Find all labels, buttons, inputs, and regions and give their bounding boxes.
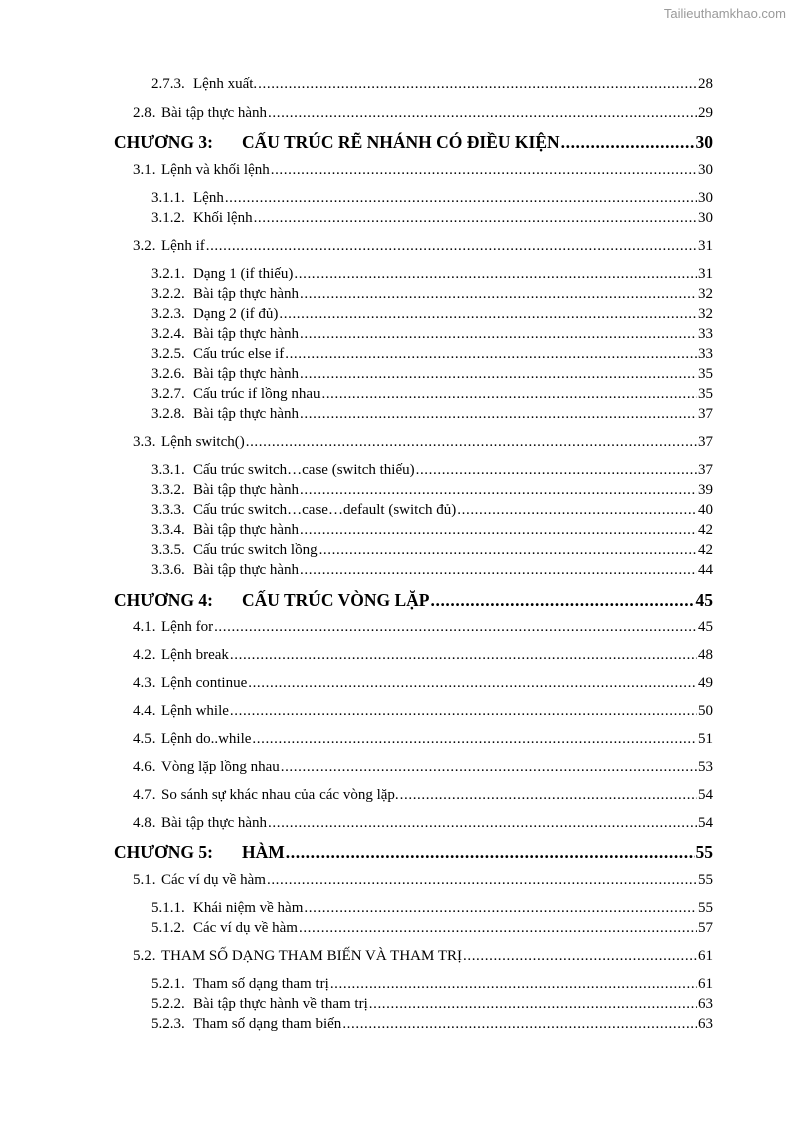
toc-entry-page: 31 xyxy=(698,266,713,282)
toc-leader-dots xyxy=(431,590,695,611)
toc-entry-number: 3.2. xyxy=(133,238,156,254)
toc-leader-dots xyxy=(294,266,697,283)
toc-entry-title: Cấu trúc else if xyxy=(193,346,285,362)
toc-leader-dots xyxy=(300,366,697,383)
toc-entry-number: 3.2.1. xyxy=(151,266,185,282)
toc-entry-title: Các ví dụ về hàm xyxy=(193,920,298,936)
toc-entry-number: 3.2.8. xyxy=(151,406,185,422)
toc-entry-title: Lệnh if xyxy=(161,238,205,254)
toc-entry-page: 40 xyxy=(698,502,713,518)
toc-entry[interactable] xyxy=(133,815,713,832)
toc-entry-number: 3.2.5. xyxy=(151,346,185,362)
toc-entry-page: 49 xyxy=(698,675,713,691)
toc-entry-title: Bài tập thực hành xyxy=(193,286,300,302)
toc-entry[interactable] xyxy=(133,238,713,255)
toc-entry[interactable] xyxy=(151,1016,713,1033)
toc-entry-page: 63 xyxy=(698,996,713,1012)
toc-entry[interactable] xyxy=(151,976,713,993)
toc-entry[interactable] xyxy=(151,286,713,303)
toc-entry-page: 63 xyxy=(698,1016,713,1032)
toc-entry-page: 39 xyxy=(698,482,713,498)
toc-leader-dots xyxy=(268,105,697,122)
toc-entry-title: CẤU TRÚC RẼ NHÁNH CÓ ĐIỀU KIỆN xyxy=(242,132,560,152)
toc-entry-title: Lệnh do..while xyxy=(161,731,252,747)
toc-entry-number: 3.2.4. xyxy=(151,326,185,342)
toc-leader-dots xyxy=(281,759,697,776)
toc-entry-title: Khối lệnh xyxy=(193,210,253,226)
toc-entry-number: 5.1.1. xyxy=(151,900,185,916)
toc-entry-number: 2.7.3. xyxy=(151,76,185,92)
toc-entry-page: 48 xyxy=(698,647,713,663)
toc-entry[interactable] xyxy=(151,900,713,917)
toc-entry[interactable] xyxy=(151,406,713,423)
toc-entry-title: Cấu trúc switch…case (switch thiếu) xyxy=(193,462,415,478)
toc-chapter[interactable] xyxy=(114,132,713,153)
toc-entry[interactable] xyxy=(133,872,713,889)
toc-entry[interactable] xyxy=(151,266,713,283)
toc-entry-number: 3.2.3. xyxy=(151,306,185,322)
toc-entry[interactable] xyxy=(133,434,713,451)
toc-entry-title: Bài tập thực hành xyxy=(161,105,268,121)
toc-entry-page: 35 xyxy=(698,366,713,382)
toc-chapter[interactable] xyxy=(114,842,713,863)
toc-entry-number: 4.7. xyxy=(133,787,156,803)
toc-entry-number: 4.1. xyxy=(133,619,156,635)
toc-leader-dots xyxy=(300,482,697,499)
toc-leader-dots xyxy=(300,286,697,303)
toc-chapter[interactable] xyxy=(114,590,713,611)
toc-entry-page: 30 xyxy=(698,190,713,206)
toc-entry-page: 29 xyxy=(698,105,713,121)
toc-entry[interactable] xyxy=(133,759,713,776)
toc-entry-number: 3.2.7. xyxy=(151,386,185,402)
toc-leader-dots xyxy=(279,306,697,323)
toc-entry-number: 3.3.4. xyxy=(151,522,185,538)
toc-entry-page: 42 xyxy=(698,522,713,538)
toc-entry[interactable] xyxy=(133,105,713,122)
toc-entry-page: 45 xyxy=(698,619,713,635)
toc-leader-dots xyxy=(248,675,697,692)
toc-entry-number: 5.2. xyxy=(133,948,156,964)
toc-entry[interactable] xyxy=(151,482,713,499)
toc-entry-number: 3.3.1. xyxy=(151,462,185,478)
toc-entry[interactable] xyxy=(151,306,713,323)
toc-entry-page: 44 xyxy=(698,562,713,578)
toc-leader-dots xyxy=(214,619,697,636)
toc-entry-title: Lệnh xyxy=(193,190,224,206)
toc-entry-title: Lệnh for xyxy=(161,619,214,635)
toc-entry-title: Bài tập thực hành xyxy=(193,522,300,538)
toc-entry-number: 3.3. xyxy=(133,434,156,450)
toc-entry-title: Dạng 1 (if thiếu) xyxy=(193,266,294,282)
toc-entry[interactable] xyxy=(151,210,713,227)
toc-leader-dots xyxy=(304,900,697,917)
toc-entry-page: 61 xyxy=(698,976,713,992)
toc-leader-dots xyxy=(300,406,697,423)
toc-entry-number: 3.3.5. xyxy=(151,542,185,558)
toc-entry-title: Bài tập thực hành xyxy=(193,366,300,382)
watermark-text: Tailieuthamkhao.com xyxy=(663,6,786,21)
toc-entry[interactable] xyxy=(133,703,713,720)
toc-entry-page: 45 xyxy=(695,590,713,610)
toc-entry-page: 55 xyxy=(698,872,713,888)
toc-entry-page: 55 xyxy=(698,900,713,916)
toc-entry-title: Cấu trúc if lồng nhau xyxy=(193,386,321,402)
toc-entry[interactable] xyxy=(151,76,713,93)
toc-entry-number: 3.1.2. xyxy=(151,210,185,226)
toc-entry-title: Lệnh xuất. xyxy=(193,76,258,92)
toc-leader-dots xyxy=(299,920,697,937)
toc-entry-title: Lệnh while xyxy=(161,703,229,719)
toc-entry-title: THAM SỐ DẠNG THAM BIẾN VÀ THAM TRỊ xyxy=(161,948,462,964)
toc-entry-number: 3.1. xyxy=(133,162,156,178)
toc-entry-number: CHƯƠNG 5: xyxy=(114,842,213,862)
toc-entry[interactable] xyxy=(133,787,713,804)
toc-entry-title: Cấu trúc switch…case…default (switch đủ) xyxy=(193,502,457,518)
toc-leader-dots xyxy=(286,842,695,863)
toc-leader-dots xyxy=(246,434,697,451)
toc-entry-title: Lệnh và khối lệnh xyxy=(161,162,270,178)
toc-entry[interactable] xyxy=(151,542,713,559)
toc-entry-number: 4.5. xyxy=(133,731,156,747)
toc-entry[interactable] xyxy=(151,502,713,519)
toc-entry-number: 4.6. xyxy=(133,759,156,775)
toc-entry-page: 53 xyxy=(698,759,713,775)
toc-leader-dots xyxy=(300,522,697,539)
toc-entry-title: So sánh sự khác nhau của các vòng lặp. xyxy=(161,787,399,803)
toc-entry-page: 30 xyxy=(695,132,713,152)
toc-entry-number: 5.2.3. xyxy=(151,1016,185,1032)
toc-entry-title: Vòng lặp lồng nhau xyxy=(161,759,280,775)
toc-entry-number: 3.3.2. xyxy=(151,482,185,498)
toc-entry-page: 54 xyxy=(698,787,713,803)
toc-entry[interactable] xyxy=(151,366,713,383)
toc-entry-title: Bài tập thực hành về tham trị xyxy=(193,996,368,1012)
toc-entry-number: CHƯƠNG 3: xyxy=(114,132,213,152)
toc-leader-dots xyxy=(300,326,697,343)
toc-entry-title: CẤU TRÚC VÒNG LẶP xyxy=(242,590,430,610)
toc-entry[interactable] xyxy=(151,562,713,579)
toc-entry-page: 50 xyxy=(698,703,713,719)
toc-leader-dots xyxy=(300,562,697,579)
toc-entry-title: Lệnh switch() xyxy=(161,434,245,450)
toc-entry-page: 31 xyxy=(698,238,713,254)
toc-leader-dots xyxy=(268,815,697,832)
toc-entry-page: 33 xyxy=(698,326,713,342)
toc-entry-number: 3.2.6. xyxy=(151,366,185,382)
toc-entry-title: Dạng 2 (if đủ) xyxy=(193,306,279,322)
toc-entry[interactable] xyxy=(133,162,713,179)
toc-leader-dots xyxy=(285,346,697,363)
toc-entry-page: 57 xyxy=(698,920,713,936)
toc-entry[interactable] xyxy=(151,522,713,539)
toc-leader-dots xyxy=(561,132,695,153)
toc-leader-dots xyxy=(206,238,697,255)
toc-entry-title: Tham số dạng tham biến xyxy=(193,1016,342,1032)
toc-entry-page: 55 xyxy=(695,842,713,862)
toc-entry-number: 3.1.1. xyxy=(151,190,185,206)
toc-entry-title: Khái niệm về hàm xyxy=(193,900,304,916)
toc-entry-page: 54 xyxy=(698,815,713,831)
toc-entry-number: 3.3.3. xyxy=(151,502,185,518)
toc-leader-dots xyxy=(330,976,697,993)
toc-leader-dots xyxy=(321,386,697,403)
toc-leader-dots xyxy=(225,190,697,207)
toc-entry[interactable] xyxy=(151,326,713,343)
toc-entry[interactable] xyxy=(133,731,713,748)
toc-entry-number: 3.3.6. xyxy=(151,562,185,578)
toc-entry-number: 5.2.2. xyxy=(151,996,185,1012)
toc-leader-dots xyxy=(267,872,697,889)
toc-entry[interactable] xyxy=(151,386,713,403)
toc-entry-page: 37 xyxy=(698,434,713,450)
toc-entry-page: 30 xyxy=(698,210,713,226)
toc-entry[interactable] xyxy=(151,462,713,479)
toc-entry[interactable] xyxy=(151,920,713,937)
toc-leader-dots xyxy=(416,462,697,479)
toc-leader-dots xyxy=(457,502,697,519)
toc-leader-dots xyxy=(400,787,697,804)
toc-entry[interactable] xyxy=(151,996,713,1013)
toc-entry-number: 4.8. xyxy=(133,815,156,831)
toc-leader-dots xyxy=(319,542,697,559)
toc-entry-page: 28 xyxy=(698,76,713,92)
toc-entry-number: CHƯƠNG 4: xyxy=(114,590,213,610)
toc-entry-page: 35 xyxy=(698,386,713,402)
toc-entry-title: Các ví dụ về hàm xyxy=(161,872,266,888)
toc-entry-title: Lệnh continue xyxy=(161,675,248,691)
toc-entry-page: 33 xyxy=(698,346,713,362)
toc-entry-title: Bài tập thực hành xyxy=(193,406,300,422)
toc-leader-dots xyxy=(230,703,697,720)
toc-leader-dots xyxy=(342,1016,697,1033)
toc-leader-dots xyxy=(258,76,697,93)
toc-leader-dots xyxy=(271,162,697,179)
toc-entry-number: 5.2.1. xyxy=(151,976,185,992)
toc-entry-number: 5.1.2. xyxy=(151,920,185,936)
toc-entry-title: Bài tập thực hành xyxy=(193,326,300,342)
toc-entry-title: Tham số dạng tham trị xyxy=(193,976,329,992)
toc-entry-page: 42 xyxy=(698,542,713,558)
toc-leader-dots xyxy=(254,210,697,227)
toc-entry-title: Cấu trúc switch lồng xyxy=(193,542,318,558)
toc-entry-number: 4.2. xyxy=(133,647,156,663)
toc-entry-number: 4.4. xyxy=(133,703,156,719)
toc-entry-title: Lệnh break xyxy=(161,647,229,663)
toc-entry-title: Bài tập thực hành xyxy=(161,815,268,831)
toc-entry-page: 51 xyxy=(698,731,713,747)
toc-leader-dots xyxy=(252,731,697,748)
toc-entry-page: 30 xyxy=(698,162,713,178)
toc-leader-dots xyxy=(369,996,697,1013)
toc-entry-page: 32 xyxy=(698,306,713,322)
toc-entry-number: 5.1. xyxy=(133,872,156,888)
toc-entry-page: 37 xyxy=(698,462,713,478)
toc-leader-dots xyxy=(463,948,697,965)
toc-entry-page: 32 xyxy=(698,286,713,302)
toc-entry[interactable] xyxy=(151,346,713,363)
toc-entry[interactable] xyxy=(133,619,713,636)
toc-entry-page: 37 xyxy=(698,406,713,422)
toc-entry-title: Bài tập thực hành xyxy=(193,482,300,498)
toc-entry[interactable] xyxy=(133,675,713,692)
toc-leader-dots xyxy=(230,647,697,664)
toc-entry-number: 3.2.2. xyxy=(151,286,185,302)
toc-entry-title: HÀM xyxy=(242,842,285,862)
toc-entry[interactable] xyxy=(133,647,713,664)
toc-entry-number: 4.3. xyxy=(133,675,156,691)
toc-entry[interactable] xyxy=(133,948,713,965)
toc-entry-title: Bài tập thực hành xyxy=(193,562,300,578)
toc-entry[interactable] xyxy=(151,190,713,207)
toc-entry-number: 2.8. xyxy=(133,105,156,121)
toc-entry-page: 61 xyxy=(698,948,713,964)
